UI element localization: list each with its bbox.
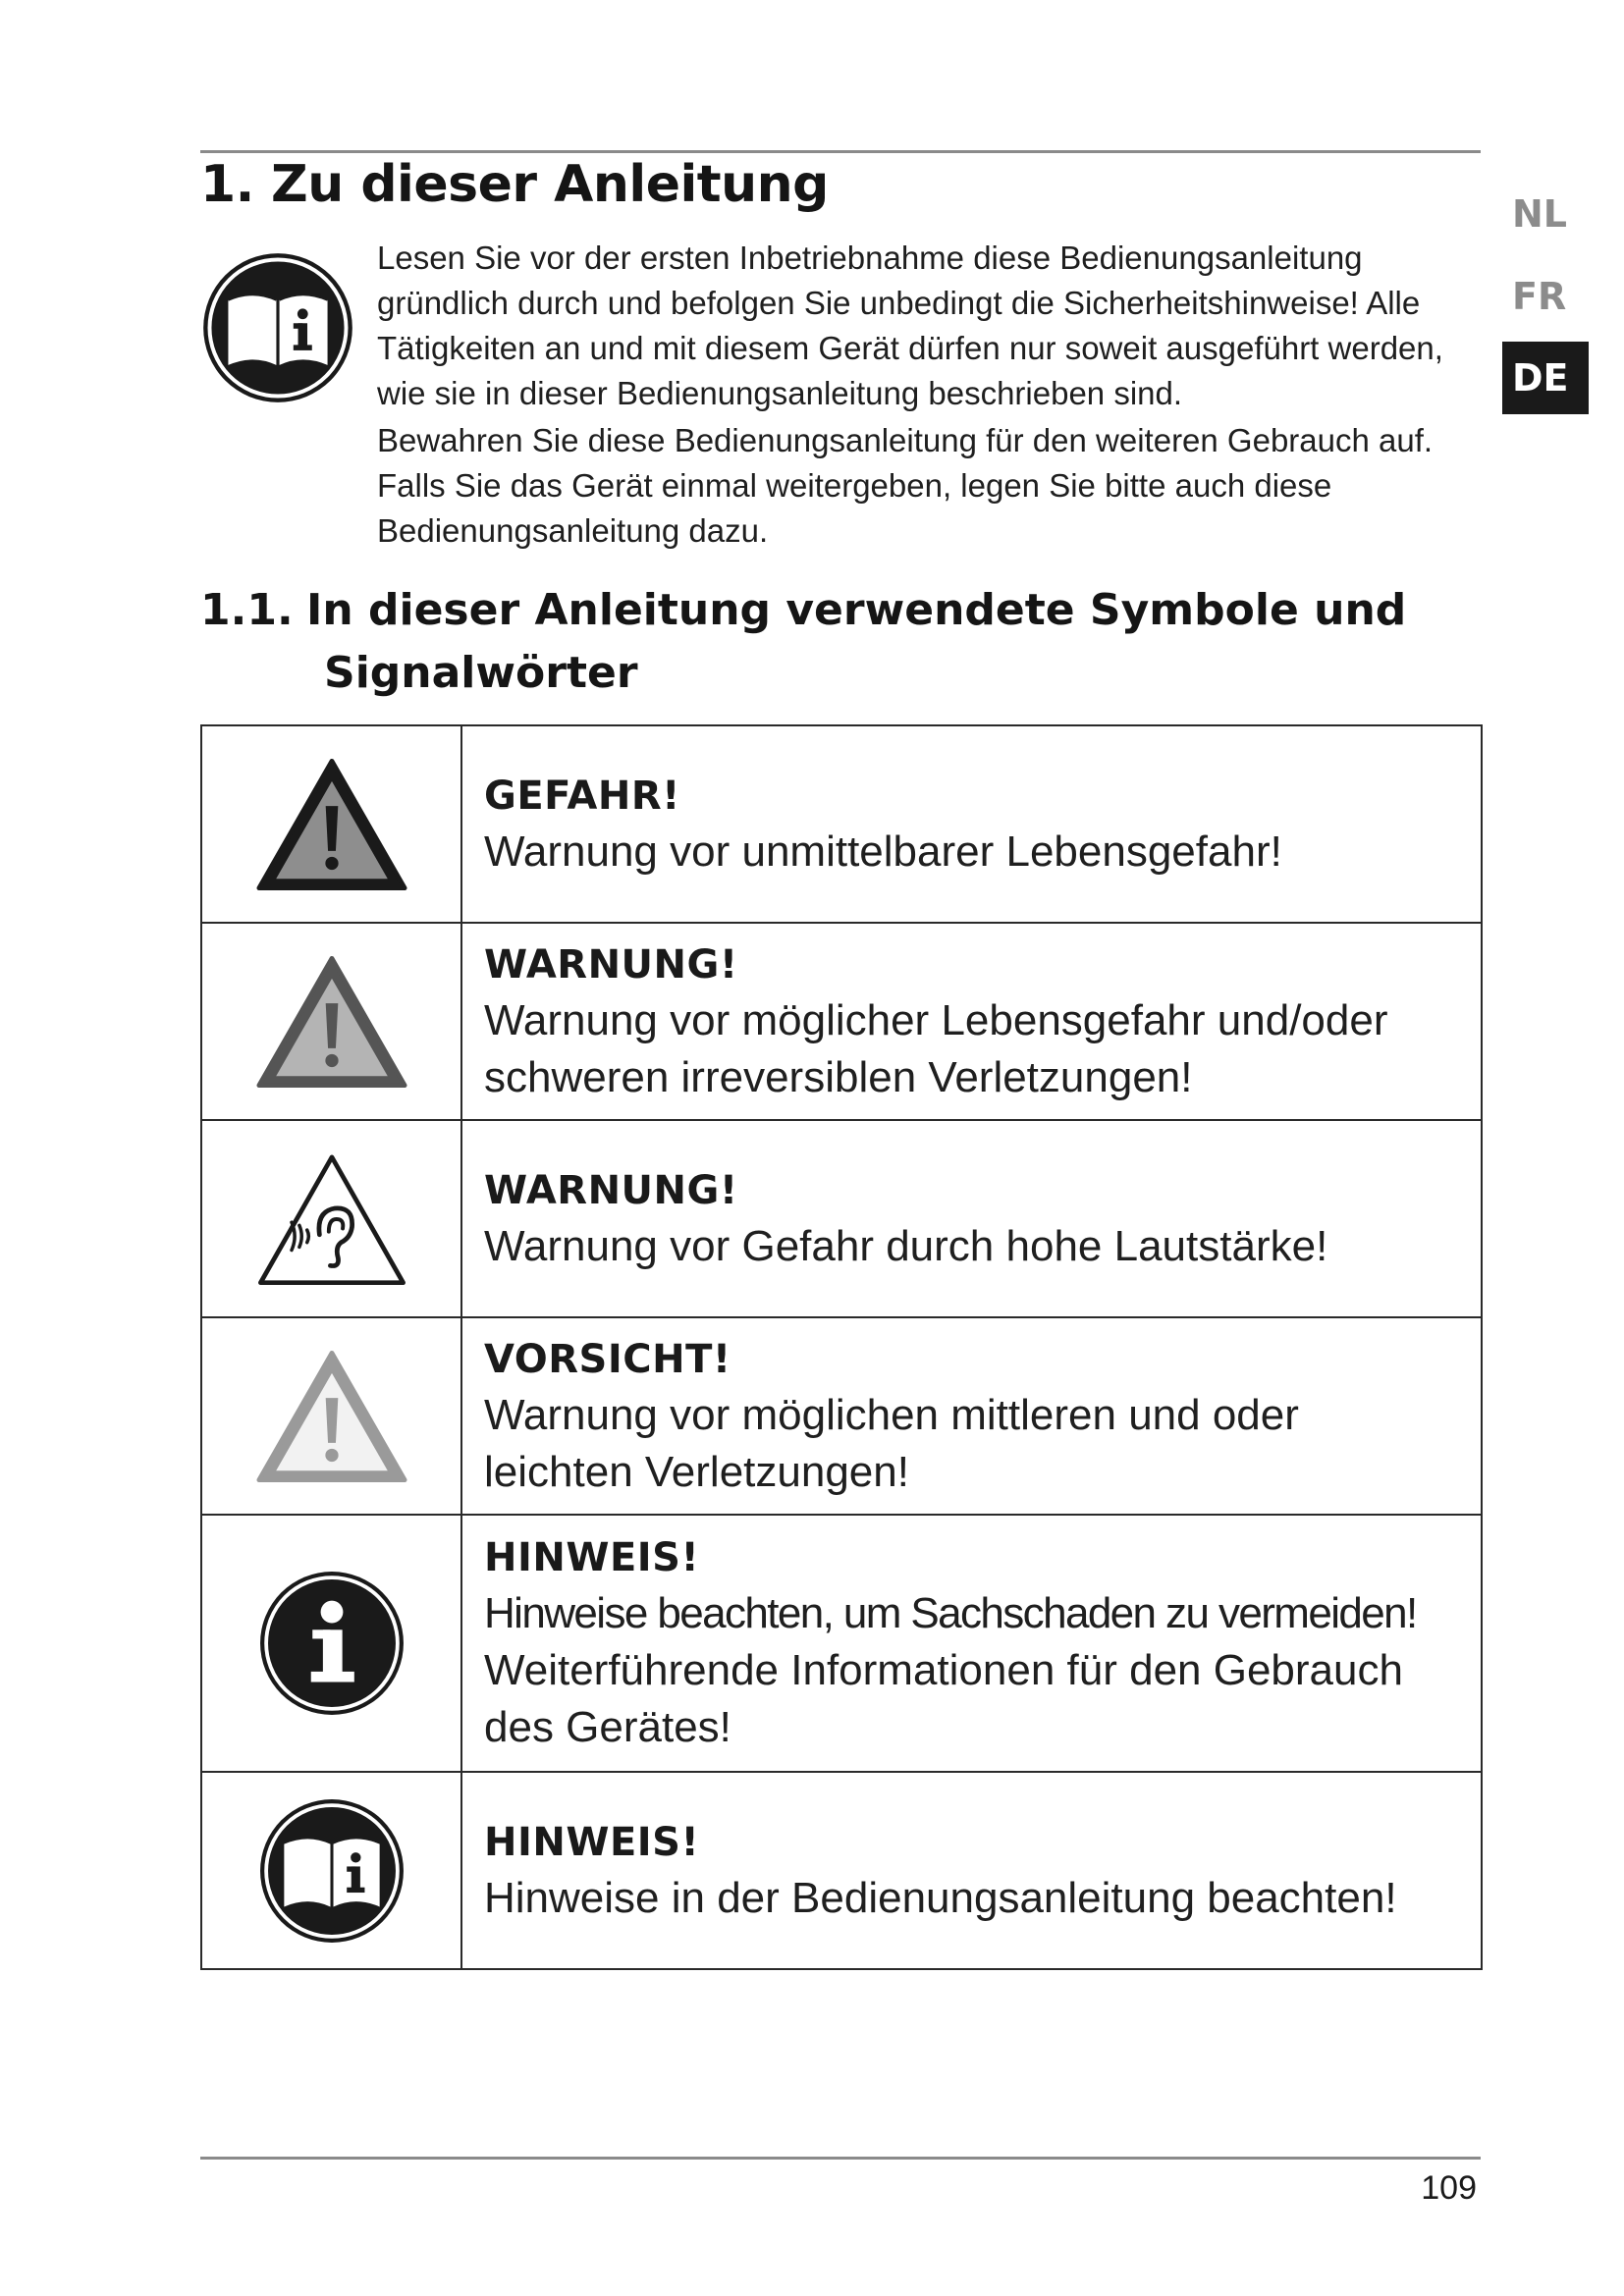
symbol-cell: [201, 1120, 461, 1317]
table-row: [201, 1772, 1482, 1969]
symbol-description: [461, 923, 1482, 1120]
caution-triangle-icon: [253, 1347, 410, 1486]
symbol-description: [461, 1317, 1482, 1515]
symbol-cell: [201, 923, 461, 1120]
info-circle-icon: [257, 1569, 406, 1718]
page-title: [200, 155, 829, 214]
signal-text: Warnung vor unmittelbarer Lebensgefahr!: [484, 827, 1282, 876]
signal-word: GEFAHR!: [484, 773, 680, 819]
symbol-description: [461, 725, 1482, 923]
manual-book-icon: [257, 1796, 406, 1946]
signal-text-2: Weiterführende Informationen für den Gebrauch des Gerätes!: [484, 1646, 1403, 1751]
page-number: 109: [1421, 2169, 1477, 2207]
symbol-cell: [201, 1317, 461, 1515]
signal-text: Warnung vor möglichen mittleren und oder leichten Verletzungen!: [484, 1390, 1299, 1496]
signal-word: HINWEIS!: [484, 1819, 700, 1865]
page-title-text: Zu dieser Anleitung: [271, 155, 829, 214]
signal-text: Hinweise in der Bedienungsanleitung beachten!: [484, 1873, 1397, 1922]
signal-text: Warnung vor möglicher Lebensgefahr und/oder schweren irreversiblen Verletzungen!: [484, 995, 1388, 1101]
symbol-description: [461, 1772, 1482, 1969]
section-title-line-1: In dieser Anleitung verwendete Symbole und: [306, 585, 1407, 635]
symbol-description: [461, 1120, 1482, 1317]
signal-word: WARNUNG!: [484, 1167, 738, 1213]
hearing-warning-icon: [253, 1149, 410, 1289]
symbol-cell: [201, 1515, 461, 1772]
intro-paragraph-2: Bewahren Sie diese Bedienungsanleitung für den weiteren Gebrauch auf. Falls Sie das Gerät einmal weitergeben, legen Sie bitte auch diese Bedienungsanleitung dazu.: [377, 422, 1434, 549]
page-title-number: 1.: [200, 155, 254, 214]
language-tabs: [1502, 177, 1589, 422]
lang-tab-de[interactable]: DE: [1502, 342, 1589, 414]
lang-tab-nl[interactable]: NL: [1512, 192, 1568, 236]
symbol-description: [461, 1515, 1482, 1772]
warning-triangle-icon: [253, 952, 410, 1092]
symbols-table: [200, 724, 1483, 1970]
symbol-cell: [201, 1772, 461, 1969]
intro-paragraph-1: Lesen Sie vor der ersten Inbetriebnahme diese Bedienungsanleitung gründlich durch und befolgen Sie unbedingt die Sicherheitshinweise! Alle Tätigkeiten an und mit diesem Gerät dürfen nur soweit ausgeführt werden, wie sie in dieser Bedienungsanleitung beschrieben sind.: [377, 240, 1443, 411]
intro-text: [377, 236, 1467, 556]
signal-word: WARNUNG!: [484, 941, 738, 988]
section-number: 1.1.: [200, 585, 294, 635]
table-row: [201, 1120, 1482, 1317]
bottom-rule: [200, 2157, 1481, 2160]
top-rule: [200, 150, 1481, 153]
signal-word: HINWEIS!: [484, 1535, 700, 1580]
section-heading: [200, 579, 1406, 705]
signal-word: VORSICHT!: [484, 1336, 731, 1382]
lang-tab-fr[interactable]: FR: [1512, 275, 1567, 318]
signal-text: Hinweise beachten, um Sachschaden zu vermeiden!: [484, 1589, 1417, 1637]
table-row: [201, 725, 1482, 923]
table-row: [201, 1317, 1482, 1515]
symbol-cell: [201, 725, 461, 923]
section-title-line-2: Signalwörter: [324, 648, 638, 698]
danger-triangle-icon: [253, 755, 410, 894]
table-row: [201, 1515, 1482, 1772]
table-row: [201, 923, 1482, 1120]
read-manual-info-icon: [200, 250, 355, 405]
signal-text: Warnung vor Gefahr durch hohe Lautstärke!: [484, 1221, 1328, 1270]
